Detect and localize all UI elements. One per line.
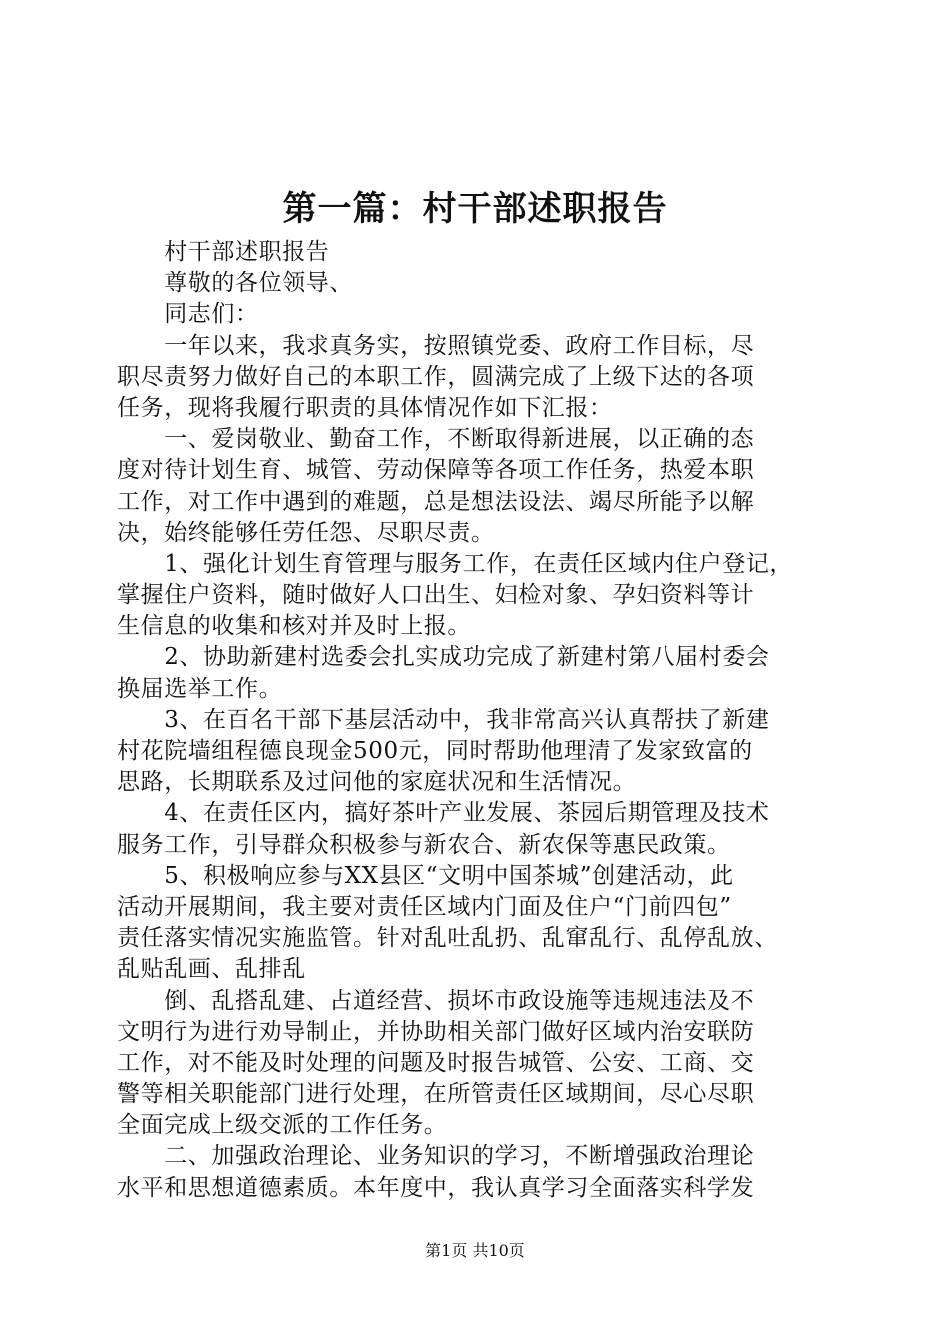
- text-line: 水平和思想道德素质。本年度中，我认真学习全面落实科学发: [117, 1174, 755, 1201]
- text-line: 工作，对工作中遇到的难题，总是想法设法、竭尽所能予以解: [117, 488, 755, 515]
- text-line: 决，始终能够任劳任怨、尽职尽责。: [117, 519, 495, 546]
- text-line: 一、爱岗敬业、勤奋工作，不断取得新进展，以正确的态: [117, 426, 755, 453]
- text-line: 换届选举工作。: [117, 675, 283, 702]
- document-title: 第一篇：村干部述职报告: [282, 189, 668, 229]
- text-line: 村花院墙组程德良现金500元，同时帮助他理清了发家致富的: [117, 738, 753, 764]
- text-line: 全面完成上级交派的工作任务。: [117, 1112, 448, 1139]
- text-line: 二、加强政治理论、业务知识的学习，不断增强政治理论: [117, 1143, 755, 1170]
- text-line: 度对待计划生育、城管、劳动保障等各项工作任务，热爱本职: [117, 457, 755, 484]
- text-line: 1、强化计划生育管理与服务工作，在责任区域内住户登记，: [117, 550, 794, 577]
- text-line: 服务工作，引导群众积极参与新农合、新农保等惠民政策。: [117, 831, 731, 858]
- text-line: 4、在责任区内，搞好茶叶产业发展、茶园后期管理及技术: [117, 800, 770, 827]
- text-line: 职尽责努力做好自己的本职工作，圆满完成了上级下达的各项: [117, 363, 755, 390]
- text-line: 责任落实情况实施监管。针对乱吐乱扔、乱窜乱行、乱停乱放、: [117, 925, 778, 952]
- page-footer: 第1页 共10页: [425, 1241, 525, 1260]
- text-line: 生信息的收集和核对并及时上报。: [117, 613, 471, 640]
- text-line: 警等相关职能部门进行处理，在所管责任区域期间，尽心尽职: [117, 1081, 755, 1108]
- text-line: 乱贴乱画、乱排乱: [117, 956, 306, 983]
- text-line: 思路，长期联系及过问他的家庭状况和生活情况。: [117, 769, 637, 796]
- text-line: 掌握住户资料，随时做好人口出生、妇检对象、孕妇资料等计: [117, 582, 755, 609]
- text-line: 村干部述职报告: [117, 239, 330, 265]
- document-body: [117, 237, 847, 1204]
- text-line: 工作，对不能及时处理的问题及时报告城管、公安、工商、交: [117, 1049, 755, 1076]
- text-line: 5、积极响应参与XX县区“文明中国茶城”创建活动，此: [117, 862, 734, 889]
- text-line: 同志们：: [117, 301, 259, 328]
- text-line: 一年以来，我求真务实，按照镇党委、政府工作目标，尽: [117, 332, 755, 359]
- text-line: 文明行为进行劝导制止，并协助相关部门做好区域内治安联防: [117, 1018, 755, 1045]
- text-line: 任务，现将我履行职责的具体情况作如下汇报：: [117, 394, 613, 421]
- text-line: 活动开展期间，我主要对责任区域内门面及住户“门前四包”: [117, 893, 732, 920]
- text-line: 尊敬的各位领导、: [117, 270, 353, 297]
- text-line: 3、在百名干部下基层活动中，我非常高兴认真帮扶了新建: [117, 706, 770, 733]
- text-line: 倒、乱搭乱建、占道经营、损坏市政设施等违规违法及不: [117, 987, 755, 1014]
- text-line: 2、协助新建村选委会扎实成功完成了新建村第八届村委会: [117, 644, 770, 671]
